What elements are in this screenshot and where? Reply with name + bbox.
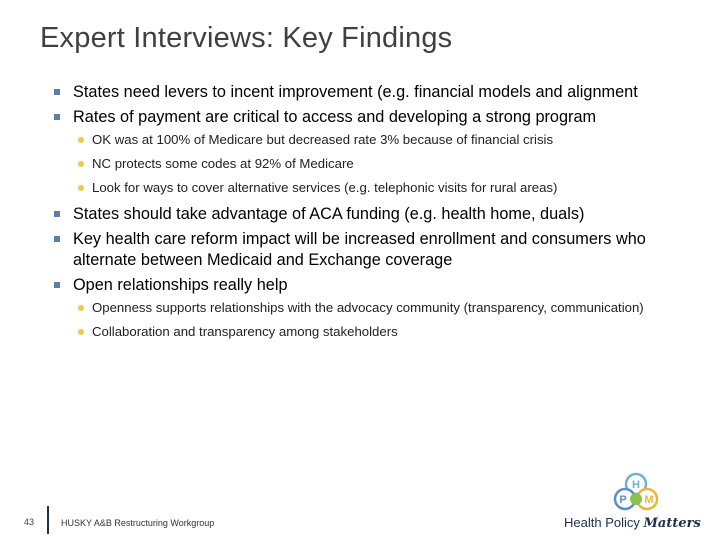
sub-bullet-text: OK was at 100% of Medicare but decreased rate 3% because of financial crisis <box>92 132 554 147</box>
bullet-text: Key health care reform impact will be increased enrollment and consumers who alternate between Medicaid and Exchange coverage <box>73 230 646 269</box>
sub-bullet-item <box>78 324 694 340</box>
bullet-text: States need levers to incent improvement (e.g. financial models and alignment <box>73 83 638 101</box>
bullet-item <box>54 275 694 296</box>
dot-bullet-icon <box>78 185 84 191</box>
slide-body <box>54 82 694 348</box>
bullet-item <box>54 229 694 271</box>
dot-bullet-icon <box>78 305 84 311</box>
sub-bullet-text: Openness supports relationships with the advocacy community (transparency, communication) <box>92 300 644 315</box>
sub-bullet-item <box>78 156 694 172</box>
sub-bullet-list <box>78 300 694 340</box>
dot-bullet-icon <box>78 329 84 335</box>
square-bullet-icon <box>54 114 60 120</box>
sub-bullet-list <box>78 132 694 196</box>
logo-letter-p: P <box>619 494 627 506</box>
square-bullet-icon <box>54 282 60 288</box>
logo-letter-m: M <box>644 494 654 506</box>
logo-text-script: Matters <box>643 516 701 531</box>
sub-bullet-item <box>78 180 694 196</box>
dot-bullet-icon <box>78 137 84 143</box>
footer-label: HUSKY A&B Restructuring Workgroup <box>61 518 215 528</box>
hpm-circles-icon <box>560 470 718 518</box>
logo-wordmark <box>564 515 701 531</box>
slide-title: Expert Interviews: Key Findings <box>40 22 453 54</box>
bullet-text: States should take advantage of ACA funding (e.g. health home, duals) <box>73 205 585 223</box>
sub-bullet-item <box>78 300 694 316</box>
page-number: 43 <box>24 517 35 527</box>
square-bullet-icon <box>54 211 60 217</box>
square-bullet-icon <box>54 89 60 95</box>
footer-divider <box>47 506 49 534</box>
square-bullet-icon <box>54 236 60 242</box>
bullet-item <box>54 82 694 103</box>
health-policy-matters-logo <box>560 470 718 538</box>
sub-bullet-text: Collaboration and transparency among stakeholders <box>92 324 398 339</box>
logo-letter-h: H <box>632 479 640 491</box>
dot-bullet-icon <box>78 161 84 167</box>
bullet-item <box>54 204 694 225</box>
sub-bullet-text: Look for ways to cover alternative services (e.g. telephonic visits for rural areas) <box>92 180 558 195</box>
sub-bullet-text: NC protects some codes at 92% of Medicare <box>92 156 354 171</box>
logo-text-regular: Health Policy <box>564 515 640 530</box>
bullet-text: Open relationships really help <box>73 276 288 294</box>
sub-bullet-item <box>78 132 694 148</box>
bullet-text: Rates of payment are critical to access and developing a strong program <box>73 108 597 126</box>
bullet-item <box>54 107 694 128</box>
